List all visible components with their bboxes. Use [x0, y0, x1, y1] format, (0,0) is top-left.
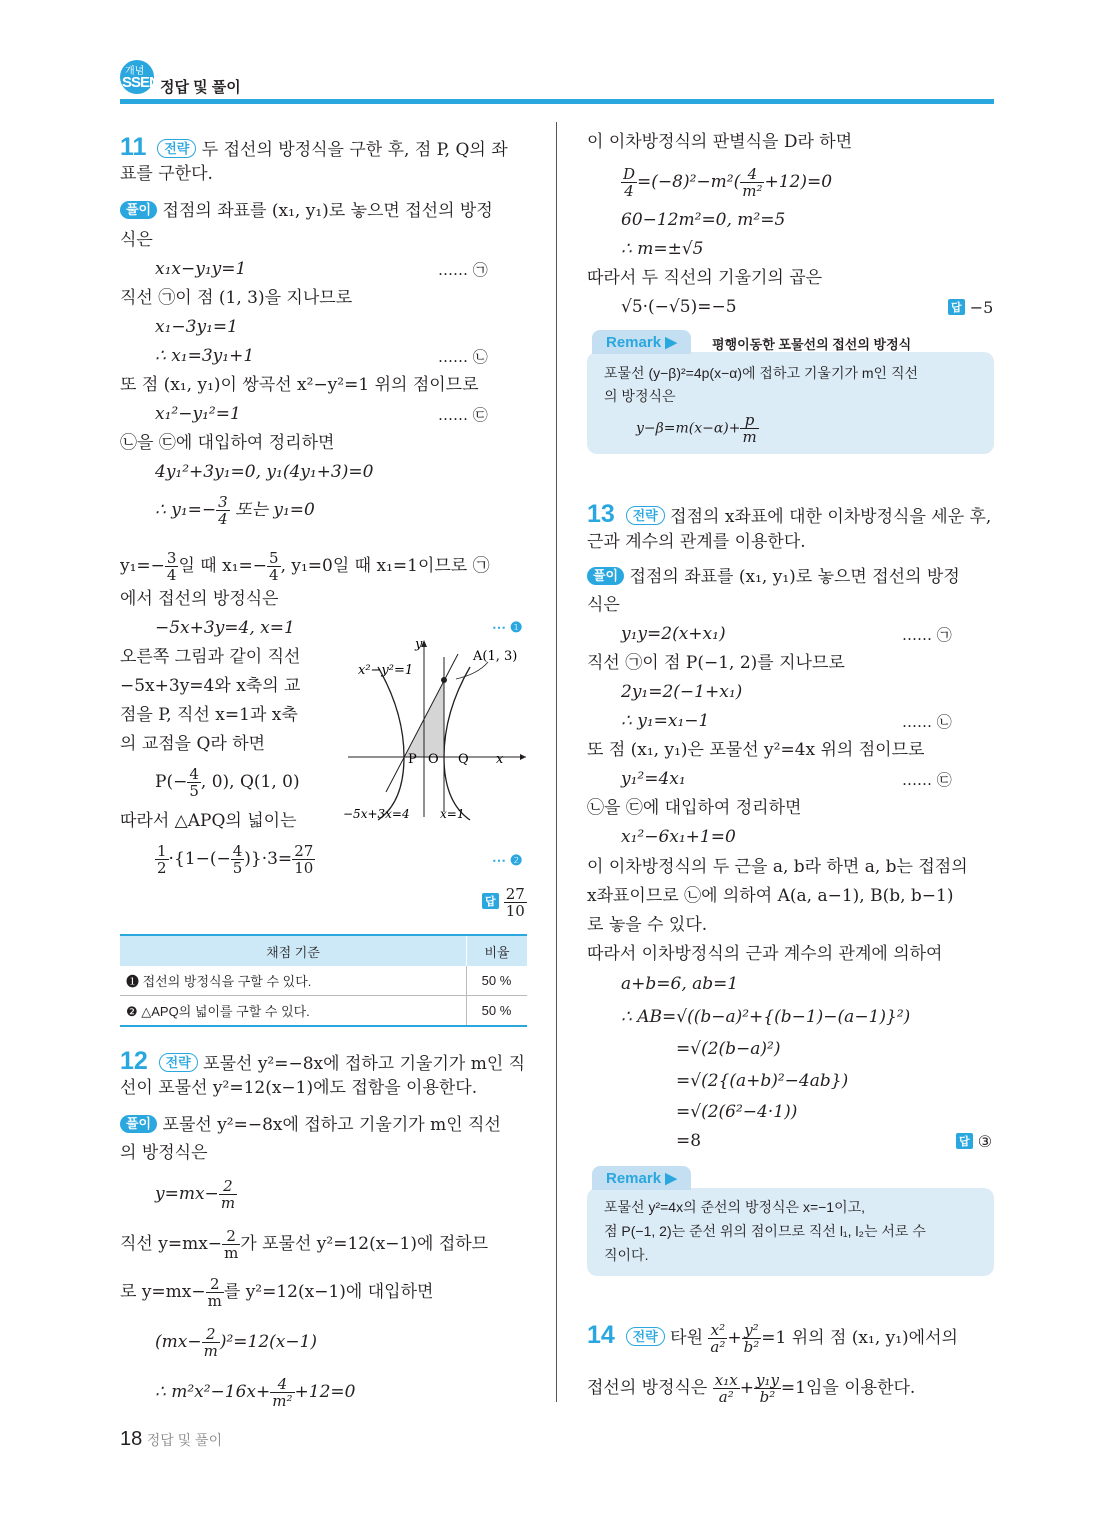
eq-part: +12)=0: [764, 172, 833, 192]
denominator: m: [220, 1194, 236, 1212]
t-part: 를 y²=12(x−1)에 대입하면: [223, 1282, 434, 1302]
p11-eq2: x₁−3y₁=1: [155, 317, 238, 337]
p12-eq7: √5·(−√5)=−5: [621, 297, 737, 317]
answer-tag: 답: [948, 299, 965, 315]
numerator: x₁x: [714, 1371, 738, 1389]
solution-text: 접점의 좌표를 (x₁, y₁)로 놓으면 접선의 방정: [162, 201, 493, 221]
p13-eq4: y₁²=4x₁: [621, 769, 686, 789]
t-part: =1임을 이용한다.: [780, 1378, 916, 1398]
fraction: [222, 1228, 240, 1261]
fraction: [219, 1178, 237, 1211]
p11-t7: −5x+3y=4와 x축의 교: [120, 676, 301, 696]
p13-eq11: =8: [676, 1131, 702, 1151]
eq-part: +12=0: [294, 1382, 356, 1402]
p13-mark2: …… ㉡: [902, 713, 952, 731]
fraction: [713, 1372, 740, 1405]
remark2-l3: 직이다.: [604, 1247, 649, 1263]
remark-tab-1: Remark ▶: [592, 330, 691, 354]
remark-title-1: 평행이동한 포물선의 접선의 방정식: [712, 337, 912, 352]
numerator: p: [740, 412, 758, 429]
numerator: 27: [505, 885, 525, 903]
p13-eq8: =√(2(b−a)²): [676, 1039, 781, 1059]
denominator: m²: [272, 1392, 293, 1410]
strategy-text: 포물선 y²=−8x에 접하고 기울기가 m인 직: [203, 1054, 526, 1074]
p13-eq7: ∴ AB=√((b−a)²+{(b−1)−(a−1)}²): [621, 1007, 911, 1027]
p13-eq10: =√(2(6²−4·1)): [676, 1102, 798, 1122]
step-marker-2: ⋯ ❷: [492, 852, 523, 868]
problem-number: 14: [587, 1321, 615, 1349]
denominator: 4: [218, 510, 228, 528]
p13-mark1: …… ㉠: [902, 626, 952, 644]
denominator: 10: [294, 859, 314, 877]
numerator: 4: [232, 842, 243, 860]
fraction: [754, 1372, 781, 1405]
numerator: 1: [157, 842, 167, 860]
numerator: 3: [166, 549, 177, 567]
logo-top: 개념: [125, 66, 145, 77]
p11-eq7: −5x+3y=4, x=1: [155, 618, 295, 638]
eq-part: =(−8)²−m²(: [637, 172, 741, 192]
page-title: 정답 및 풀이: [160, 79, 241, 96]
p13-eq3: ∴ y₁=x₁−1: [621, 711, 710, 731]
plus-sign: +: [739, 1378, 754, 1398]
answer-tag: 답: [482, 893, 499, 909]
fraction: [292, 843, 315, 876]
strategy-text: 접점의 x좌표에 대한 이차방정식을 세운 후,: [670, 507, 992, 527]
plus-sign: +: [727, 1328, 742, 1348]
header-ratio: 비율: [467, 935, 528, 966]
hyperbola-figure: [338, 632, 533, 832]
problem-number: 12: [120, 1047, 148, 1075]
fraction: [621, 166, 637, 199]
p11-t8: 점을 P, 직선 x=1과 x축: [120, 705, 298, 725]
fraction: [740, 166, 764, 199]
x-axis-arrow: [520, 754, 526, 760]
p11-t1: 직선 ㉠이 점 (1, 3)을 지나므로: [120, 288, 353, 308]
page-footer: [120, 1428, 222, 1451]
p11-mark1: …… ㉠: [438, 261, 488, 279]
denominator: 4: [269, 566, 279, 584]
label-y: y: [415, 637, 423, 652]
logo: [120, 60, 159, 94]
label-q: Q: [458, 752, 469, 767]
fraction: [231, 843, 245, 876]
row-ratio: 50 %: [467, 966, 528, 996]
p13-t7: 따라서 이차방정식의 근과 계수의 관계에 의하여: [587, 944, 943, 964]
p11-eq8: [155, 766, 300, 799]
eq-part: 또는 y₁=0: [229, 500, 315, 520]
remark1-eq: [636, 412, 759, 445]
header-criteria: 채점 기준: [120, 935, 467, 966]
hyperbola-right-branch: [444, 667, 470, 820]
eq-part: )}·3=: [244, 849, 293, 869]
p11-eq6: [155, 494, 315, 527]
p12-solution: [120, 1114, 501, 1136]
p11-mark3: …… ㉢: [438, 406, 488, 424]
p11-t2: 또 점 (x₁, y₁)이 쌍곡선 x²−y²=1 위의 점이므로: [120, 375, 479, 395]
p12-eq1: [155, 1178, 237, 1211]
strategy-text: 두 접선의 방정식을 구한 후, 점 P, Q의 좌: [201, 140, 508, 160]
remark1-l1: 포물선 (y−β)²=4p(x−α)에 접하고 기울기가 m인 직선: [604, 365, 919, 381]
p11-mark2: …… ㉡: [438, 348, 488, 366]
fraction: [155, 843, 169, 876]
p13-eq1: y₁y=2(x+x₁): [621, 624, 726, 644]
eq-part: y−β=m(x−α)+: [636, 420, 741, 437]
eq-part: )²=12(x−1): [219, 1332, 318, 1352]
t-part: , y₁=0일 때 x₁=1이므로 ㉠: [280, 556, 490, 576]
p13-strategy-2: 근과 계수의 관계를 이용한다.: [587, 532, 806, 552]
p11-t5: 에서 접선의 방정식은: [120, 589, 279, 609]
p13-solution-2: 식은: [587, 595, 620, 615]
page-number: 18: [120, 1428, 143, 1450]
scoring-table: [120, 934, 527, 1027]
strategy-badge: 전략: [157, 139, 196, 158]
fraction: [187, 766, 201, 799]
solution-badge: 풀이: [120, 201, 157, 219]
problem-number: 11: [120, 133, 147, 161]
p12-eq5: 60−12m²=0, m²=5: [621, 210, 786, 230]
eq-part: ·: [168, 849, 174, 869]
p11-answer: [482, 886, 527, 919]
fraction: [740, 412, 758, 445]
p13-t6: 로 놓을 수 있다.: [587, 915, 708, 935]
row-ratio: 50 %: [467, 996, 528, 1027]
solution-text: 포물선 y²=−8x에 접하고 기울기가 m인 직선: [162, 1115, 501, 1135]
p13-solution: [587, 566, 960, 588]
t-part: 로 y=mx−: [120, 1282, 206, 1302]
eq-part: {1−(−: [173, 849, 231, 869]
eq-part: , 0), Q(1, 0): [200, 772, 300, 792]
p12-t2: [120, 1276, 433, 1309]
numerator: 4: [270, 1376, 294, 1393]
p11-eq4: x₁²−y₁²=1: [155, 404, 241, 424]
numerator: 3: [218, 493, 228, 511]
p13-eq5: x₁²−6x₁+1=0: [621, 827, 736, 847]
denominator: 10: [505, 902, 525, 920]
denominator: 5: [189, 782, 199, 800]
p11-strategy: [120, 133, 508, 161]
table-row: [120, 996, 527, 1027]
numerator: y²: [742, 1322, 762, 1339]
denominator: m: [203, 1342, 218, 1360]
eq-part: ∴ m²x²−16x+: [155, 1382, 271, 1402]
row-text: ❶ 접선의 방정식을 구할 수 있다.: [120, 966, 467, 996]
denominator: a²: [718, 1388, 734, 1406]
p12-eq3: [155, 1376, 355, 1409]
numerator: 2: [222, 1228, 240, 1245]
step-marker-1: ⋯ ❶: [492, 619, 523, 635]
eq-part: y=mx−: [155, 1184, 219, 1204]
denominator: b²: [759, 1388, 776, 1406]
eq-part: (mx−: [155, 1332, 202, 1352]
p11-t4: [120, 550, 490, 583]
p13-mark3: …… ㉢: [902, 771, 952, 789]
row-text: ❷ △APQ의 넓이를 구할 수 있다.: [120, 996, 467, 1027]
strategy-badge: 전략: [626, 506, 665, 525]
denominator: 4: [166, 566, 177, 584]
p13-strategy: [587, 500, 992, 528]
remark-tab-2: Remark ▶: [592, 1166, 691, 1190]
table-row: [120, 966, 527, 996]
denominator: m²: [742, 182, 763, 200]
eq-part: (−: [166, 772, 188, 792]
hyperbola-left-branch: [378, 667, 404, 820]
t-part: =1 위의 점 (x₁, y₁)에서의: [761, 1328, 958, 1348]
point-a: [441, 677, 447, 683]
p13-t3: ㉡을 ㉢에 대입하여 정리하면: [587, 798, 802, 818]
numerator: 4: [189, 765, 199, 783]
t-part: 접선의 방정식은: [587, 1378, 713, 1398]
p12-eq4: [621, 166, 832, 199]
p13-eq2: 2y₁=2(−1+x₁): [621, 682, 743, 702]
p11-t10: 따라서 △APQ의 넓이는: [120, 811, 297, 831]
denominator: b²: [743, 1338, 760, 1356]
label-o: O: [428, 752, 439, 767]
footer-text: 정답 및 풀이: [146, 1432, 223, 1448]
solution-badge: 풀이: [120, 1115, 157, 1133]
denominator: 5: [232, 859, 243, 877]
numerator: 2: [219, 1178, 237, 1195]
p11-eq3: ∴ x₁=3y₁+1: [155, 346, 255, 366]
answer-value: −5: [969, 298, 994, 317]
p13-eq9: =√(2{(a+b)²−4ab}): [676, 1071, 849, 1091]
p11-t9: 의 교점을 Q라 하면: [120, 734, 266, 754]
label-line2: x=1: [440, 807, 465, 821]
numerator: 27: [294, 842, 314, 860]
fraction: [742, 1322, 762, 1355]
denominator: m: [224, 1244, 239, 1262]
p12-strategy-2: 선이 포물선 y²=12(x−1)에도 접함을 이용한다.: [120, 1078, 478, 1098]
t-part: 타원: [670, 1328, 709, 1348]
numerator: y₁y: [755, 1371, 779, 1389]
label-x: x: [496, 752, 504, 767]
denominator: a²: [710, 1338, 726, 1356]
label-hyperbola: x²−y²=1: [358, 663, 414, 678]
answer-tag: 답: [956, 1133, 973, 1149]
p14-line2: [587, 1372, 915, 1405]
t-part: 직선 y=mx−: [120, 1234, 223, 1254]
p11-solution: [120, 200, 493, 222]
remark1-l2: 의 방정식은: [604, 388, 676, 404]
numerator: D: [623, 165, 636, 183]
p13-t1: 직선 ㉠이 점 P(−1, 2)를 지나므로: [587, 653, 845, 673]
p12-t4: 따라서 두 직선의 기울기의 곱은: [587, 268, 823, 288]
t-part: 일 때 x₁=−: [178, 556, 268, 576]
p12-eq2: [155, 1326, 317, 1359]
eq-part: P: [155, 772, 167, 792]
p14-line1: [587, 1322, 958, 1355]
label-line1: −5x+3x=4: [343, 807, 410, 821]
fraction: [165, 550, 179, 583]
solution-badge: 풀이: [587, 567, 624, 585]
p12-eq6: ∴ m=±√5: [621, 239, 704, 259]
fraction: [216, 494, 230, 527]
fraction: [267, 550, 281, 583]
p11-solution-2: 식은: [120, 230, 153, 250]
p12-t1: [120, 1228, 488, 1261]
denominator: 2: [157, 859, 167, 877]
fraction: [202, 1326, 220, 1359]
numerator: 2: [206, 1276, 224, 1293]
p13-t2: 또 점 (x₁, y₁)은 포물선 y²=4x 위의 점이므로: [587, 740, 925, 760]
leader-line-a: [456, 662, 488, 679]
denominator: m: [207, 1292, 222, 1310]
p12-answer: [948, 298, 993, 317]
label-a: A(1, 3): [473, 649, 518, 664]
answer-value: ③: [977, 1132, 993, 1151]
logo-bottom: SSEN: [122, 74, 159, 91]
p11-eq9: [155, 843, 315, 876]
denominator: 4: [624, 182, 634, 200]
p13-t4: 이 이차방정식의 두 근을 a, b라 하면 a, b는 접점의: [587, 857, 968, 877]
p12-strategy: [120, 1047, 526, 1075]
denominator: m: [742, 428, 757, 446]
solution-text: 접점의 좌표를 (x₁, y₁)로 놓으면 접선의 방정: [629, 567, 960, 587]
fraction: [504, 886, 527, 919]
p11-t6: 오른쪽 그림과 같이 직선: [120, 647, 301, 667]
header-rule: [120, 99, 994, 104]
p12-t3: 이 이차방정식의 판별식을 D라 하면: [587, 132, 853, 152]
fraction: [708, 1322, 727, 1355]
p11-strategy-2: 표를 구한다.: [120, 164, 213, 184]
p12-solution-2: 의 방정식은: [120, 1143, 208, 1163]
fraction: [270, 1376, 294, 1409]
remark2-l2: 점 P(−1, 2)는 준선 위의 점이므로 직선 l₁, l₂는 서로 수: [604, 1223, 926, 1239]
p11-t3: ㉡을 ㉢에 대입하여 정리하면: [120, 433, 335, 453]
eq-part: ∴ y₁=−: [155, 500, 217, 520]
t-part: 가 포물선 y²=12(x−1)에 접하므: [240, 1234, 489, 1254]
fraction: [206, 1276, 224, 1309]
p13-answer: [956, 1132, 992, 1151]
numerator: 4: [740, 166, 764, 183]
strategy-badge: 전략: [159, 1053, 198, 1072]
p13-t5: x좌표이므로 ㉡에 의하여 A(a, a−1), B(b, b−1): [587, 886, 954, 906]
p11-eq5: 4y₁²+3y₁=0, y₁(4y₁+3)=0: [155, 462, 374, 482]
strategy-badge: 전략: [626, 1327, 665, 1346]
remark2-l1: 포물선 y²=4x의 준선의 방정식은 x=−1이고,: [604, 1199, 866, 1215]
numerator: 5: [269, 549, 279, 567]
t-part: y₁=−: [120, 556, 165, 576]
column-divider: [556, 122, 557, 1402]
problem-number: 13: [587, 500, 615, 528]
numerator: 2: [202, 1326, 220, 1343]
p11-eq1: x₁x−y₁y=1: [155, 259, 247, 279]
label-p: P: [408, 752, 417, 767]
table-header: [120, 935, 527, 966]
p13-eq6: a+b=6, ab=1: [621, 974, 739, 994]
numerator: x²: [708, 1322, 727, 1339]
